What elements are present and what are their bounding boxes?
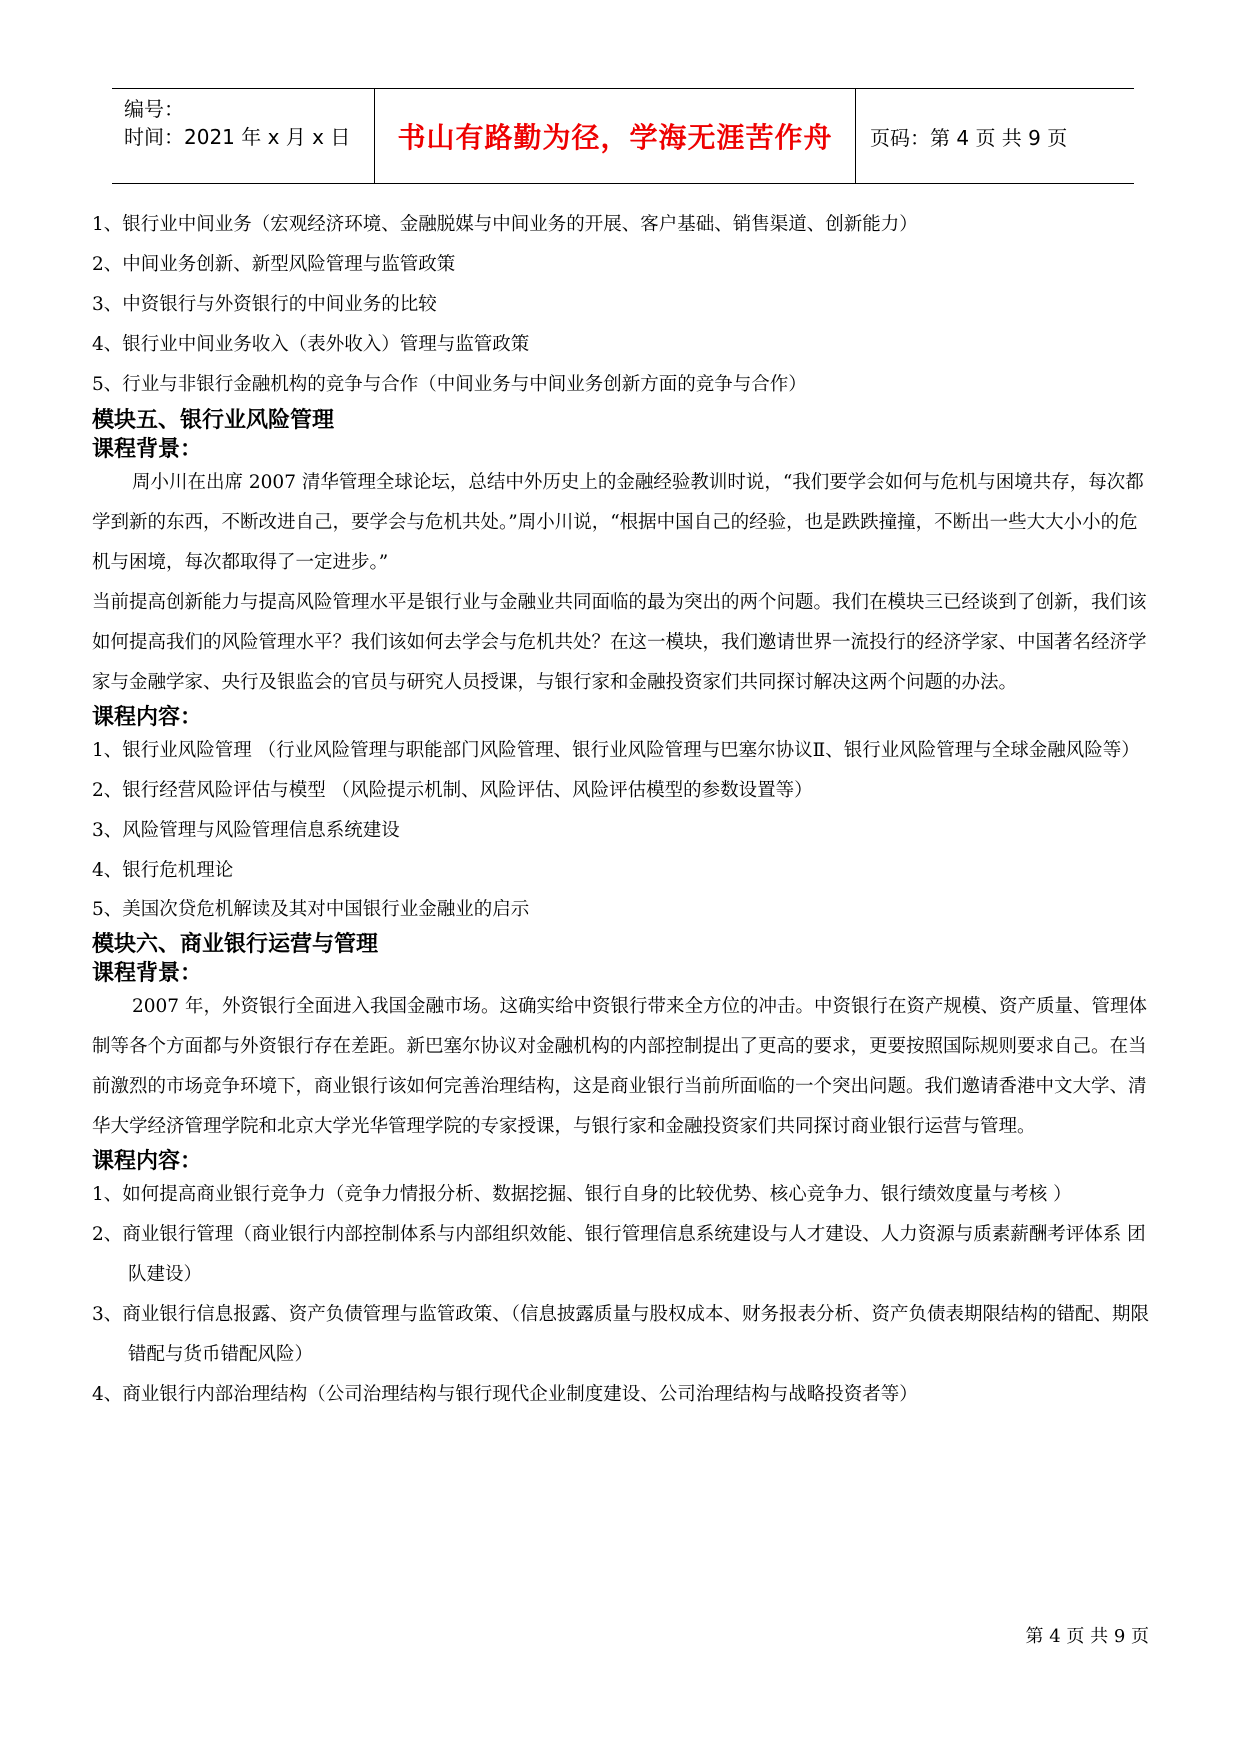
list-item: 3、中资银行与外资银行的中间业务的比较	[92, 294, 437, 315]
document-time-label: 时间：2021 年 x 月 x 日	[124, 125, 351, 149]
module5-background-paragraph: 当前提高创新能力与提高风险管理水平是银行业与金融业共同面临的最为突出的两个问题。我们在模块三已经谈到了创新，我们该如何提高我们的风险管理水平？我们该如何去学会与危机共处？在这一模块，我们邀请世界一流投行的经济学家、中国著名经济学家与金融学家、央行及银监会的官员与研究人员授课，与银行家和金融投资家们共同探讨解决这两个问题的办法。	[92, 592, 1147, 693]
list-item: 5、行业与非银行金融机构的竞争与合作（中间业务与中间业务创新方面的竞争与合作）	[92, 374, 807, 395]
header-meta	[124, 95, 374, 151]
module5-title: 模块五、银行业风险管理	[92, 407, 335, 433]
module5-content-list	[92, 731, 1154, 929]
list-item: 3、风险管理与风险管理信息系统建设	[92, 820, 400, 841]
header-motto: 书山有路勤为径，学海无涯苦作舟	[374, 89, 856, 183]
module6-background-heading: 课程背景：	[92, 960, 203, 986]
module6-background-paragraph: 2007 年，外资银行全面进入我国金融市场。这确实给中资银行带来全方位的冲击。中资银行在资产规模、资产质量、管理体制等各个方面都与外资银行存在差距。新巴塞尔协议对金融机构的内部控制提出了更高的要求，更要按照国际规则要求自己。在当前激烈的市场竞争环境下，商业银行该如何完善治理结构，这是商业银行当前所面临的一个突出问题。我们邀请香港中文大学、清华大学经济管理学院和北京大学光华管理学院的专家授课，与银行家和金融投资家们共同探讨商业银行运营与管理。	[92, 996, 1147, 1137]
list-item: 2、中间业务创新、新型风险管理与监管政策	[92, 254, 456, 275]
module5-content-heading: 课程内容：	[92, 704, 203, 730]
module6-content-list	[92, 1175, 1154, 1415]
list-item: 1、银行业风险管理 （行业风险管理与职能部门风险管理、银行业风险管理与巴塞尔协议Ⅱ、银行业风险管理与全球金融风险等）	[92, 740, 1140, 761]
list-item: 3、商业银行信息报露、资产负债管理与监管政策、（信息披露质量与股权成本、财务报表分析、资产负债表期限结构的错配、期限错配与货币错配风险）	[92, 1304, 1150, 1365]
document-number-label: 编号：	[124, 97, 184, 121]
intro-list	[92, 205, 1154, 405]
module6-title: 模块六、商业银行运营与管理	[92, 931, 379, 957]
module5-background-paragraph: 周小川在出席 2007 清华管理全球论坛，总结中外历史上的金融经验教训时说，“我们要学会如何与危机与困境共存，每次都学到新的东西，不断改进自己，要学会与危机共处。”周小川说，“根据中国自己的经验，也是跌跌撞撞，不断出一些大大小小的危机与困境，每次都取得了一定进步。”	[92, 472, 1144, 573]
module6-content-heading: 课程内容：	[92, 1148, 203, 1174]
list-item: 4、银行危机理论	[92, 860, 234, 881]
list-item: 2、银行经营风险评估与模型 （风险提示机制、风险评估、风险评估模型的参数设置等）	[92, 780, 813, 801]
list-item: 2、商业银行管理（商业银行内部控制体系与内部组织效能、银行管理信息系统建设与人才建设、人力资源与质素薪酬考评体系 团队建设）	[92, 1224, 1146, 1285]
list-item: 1、银行业中间业务（宏观经济环境、金融脱媒与中间业务的开展、客户基础、销售渠道、创新能力）	[92, 214, 918, 235]
document-body	[92, 205, 1154, 1415]
list-item: 1、如何提高商业银行竞争力（竞争力情报分析、数据挖掘、银行自身的比较优势、核心竞争力、银行绩效度量与考核 ）	[92, 1184, 1072, 1205]
list-item: 4、银行业中间业务收入（表外收入）管理与监管政策	[92, 334, 530, 355]
page-footer: 第 4 页 共 9 页	[1025, 1626, 1149, 1647]
page-header	[112, 88, 1134, 184]
list-item: 5、美国次贷危机解读及其对中国银行业金融业的启示	[92, 899, 530, 920]
module5-background-heading: 课程背景：	[92, 436, 203, 462]
list-item: 4、商业银行内部治理结构（公司治理结构与银行现代企业制度建设、公司治理结构与战略投资者等）	[92, 1384, 918, 1405]
header-page-number: 页码：第 4 页 共 9 页	[870, 125, 1068, 150]
